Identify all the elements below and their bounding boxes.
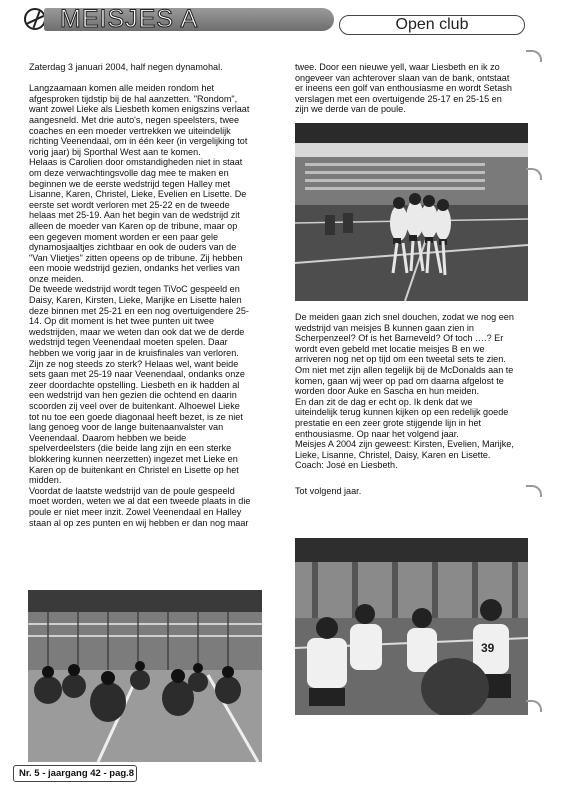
article-paragraph-continued: twee. Door een nieuwe yell, waar Liesbeth en ik zo ongeveer van achterover slaan van de bank, ontstaat er ineens een golf van enthousiasme en wordt Setash verslagen met een overtuigende 25-17 en 25-15 en zijn we derde van de poule. (295, 62, 512, 115)
binder-hole-mark (526, 485, 542, 497)
page-title: MEISJES A (60, 5, 199, 33)
team-sitting-image (28, 590, 262, 762)
team-sitting-photo (28, 590, 262, 762)
section-badge: Open club (339, 15, 525, 35)
volleyball-icon (24, 8, 46, 30)
article-paragraph-body: Langzaamaan komen alle meiden rondom het afgesproken tijdstip bij de hal aanzetten. "Rondom", want zowel Lieke als Liesbeth komen enigszins verlaat aangesneld. Met drie auto's, negen speelsters, twee coaches en een moeder vertrekken we uiteindelijk richting Veenendaal, om in één keer (in vergelijking tot vorig jaar) bij Sporthal West aan te komen. Helaas is Carolien door omstandigheden niet in staat om deze verwachtingsvolle dag mee te maken en beginnen we de eerste wedstrijd tegen Halley met Lisanne, Karen, Christel, Lieke, Evelien en Lisette. De eerste set wordt verloren met 25-22 en de tweede helaas met 25-19. Aan het begin van de wedstrijd zit alleen de moeder van Karen op de tribune, maar op een gegeven moment worden er een paar gele dynamosjaaltjes zichtbaar en ook de ouders van de "Van Vlietjes" zitten opeens op de tribune. Zij hebben een mooie wedstrijd gezien, ondanks het verlies van onze meiden. De tweede wedstrijd wordt tegen TiVoC gespeeld en Daisy, Karen, Kirsten, Lieke, Marijke en Lisette halen deze binnen met 25-21 en een nog overtuigendere 25- 14. Op dit moment is het twee punten uit twee wedstrijden, maar we weten dan ook dat we de derde wedstrijd tegen Veenendaal moeten spelen. Daar hebben we vorig jaar in de kruisfinales van verloren. Zijn ze nog steeds zo sterk? Helaas wel, want beide sets gaan met 25-19 naar Veenendaal, ondanks onze zeer doordachte opstelling. Liesbeth en ik hadden al een wedstrijd van hen gezien die ochtend en daarin scoorden zij veel over de buitenkant. Alhoewel Lieke tot nu toe een goede diagonaal heeft bezet, is ze niet lang genoeg voor de lange buitenaanvalster van Veenendaal. Daarom hebben we beide spelverdeelsters (die beide lang zijn en een sterke blokkering kunnen neerzetten) ingezet met Lieke en Karen op de buitenkant en Christel en Lisette op het midden. Voordat de laatste wedstrijd van de poule gespeeld moet worden, weten we al dat een tweede plaats in die poule er niet meer inzit. Zowel Veenendaal en Halley staan al op zes punten en wij hebben er dan nog maar (29, 83, 251, 528)
article-right-middle (295, 312, 535, 471)
svg-text:39: 39 (481, 641, 495, 655)
article-left-column (29, 62, 289, 528)
article-right-closing (295, 486, 535, 497)
article-paragraph-date: Zaterdag 3 januari 2004, half negen dynamohal. (29, 62, 223, 72)
team-huddle-photo (295, 123, 528, 301)
article-closing-line: Tot volgend jaar. (295, 486, 362, 496)
article-right-top (295, 62, 535, 115)
players-group-photo (295, 538, 528, 715)
binder-hole-mark (526, 700, 542, 712)
team-huddle-image (295, 123, 528, 301)
issue-footer: Nr. 5 - jaargang 42 - pag.8 (13, 765, 137, 782)
article-paragraph-evening: De meiden gaan zich snel douchen, zodat we nog een wedstrijd van meisjes B kunnen gaan zien in Scherpenzeel? Of is het Barneveld? Of toch ….? Er wordt even gebeld met locatie meisjes B en we arriveren nog net op tijd om een tweetal sets te zien. Om niet met zijn allen tegelijk bij de McDonalds aan te komen, gaan wij weer op pad om daarna afgelost te worden door Auke en Sascha en hun meiden. En dan zit de dag er echt op. Ik denk dat we uiteindelijk terug kunnen kijken op een redelijk goede prestatie en een zeer grote stijgende lijn in het enthousiasme. Op naar het volgend jaar. Meisjes A 2004 zijn geweest: Kirsten, Evelien, Marijke, Lieke, Lisanne, Christel, Daisy, Karen en Lisette. Coach: José en Liesbeth. (295, 312, 514, 471)
binder-hole-mark (526, 50, 542, 62)
binder-hole-mark (526, 168, 542, 180)
players-group-image (295, 538, 528, 715)
